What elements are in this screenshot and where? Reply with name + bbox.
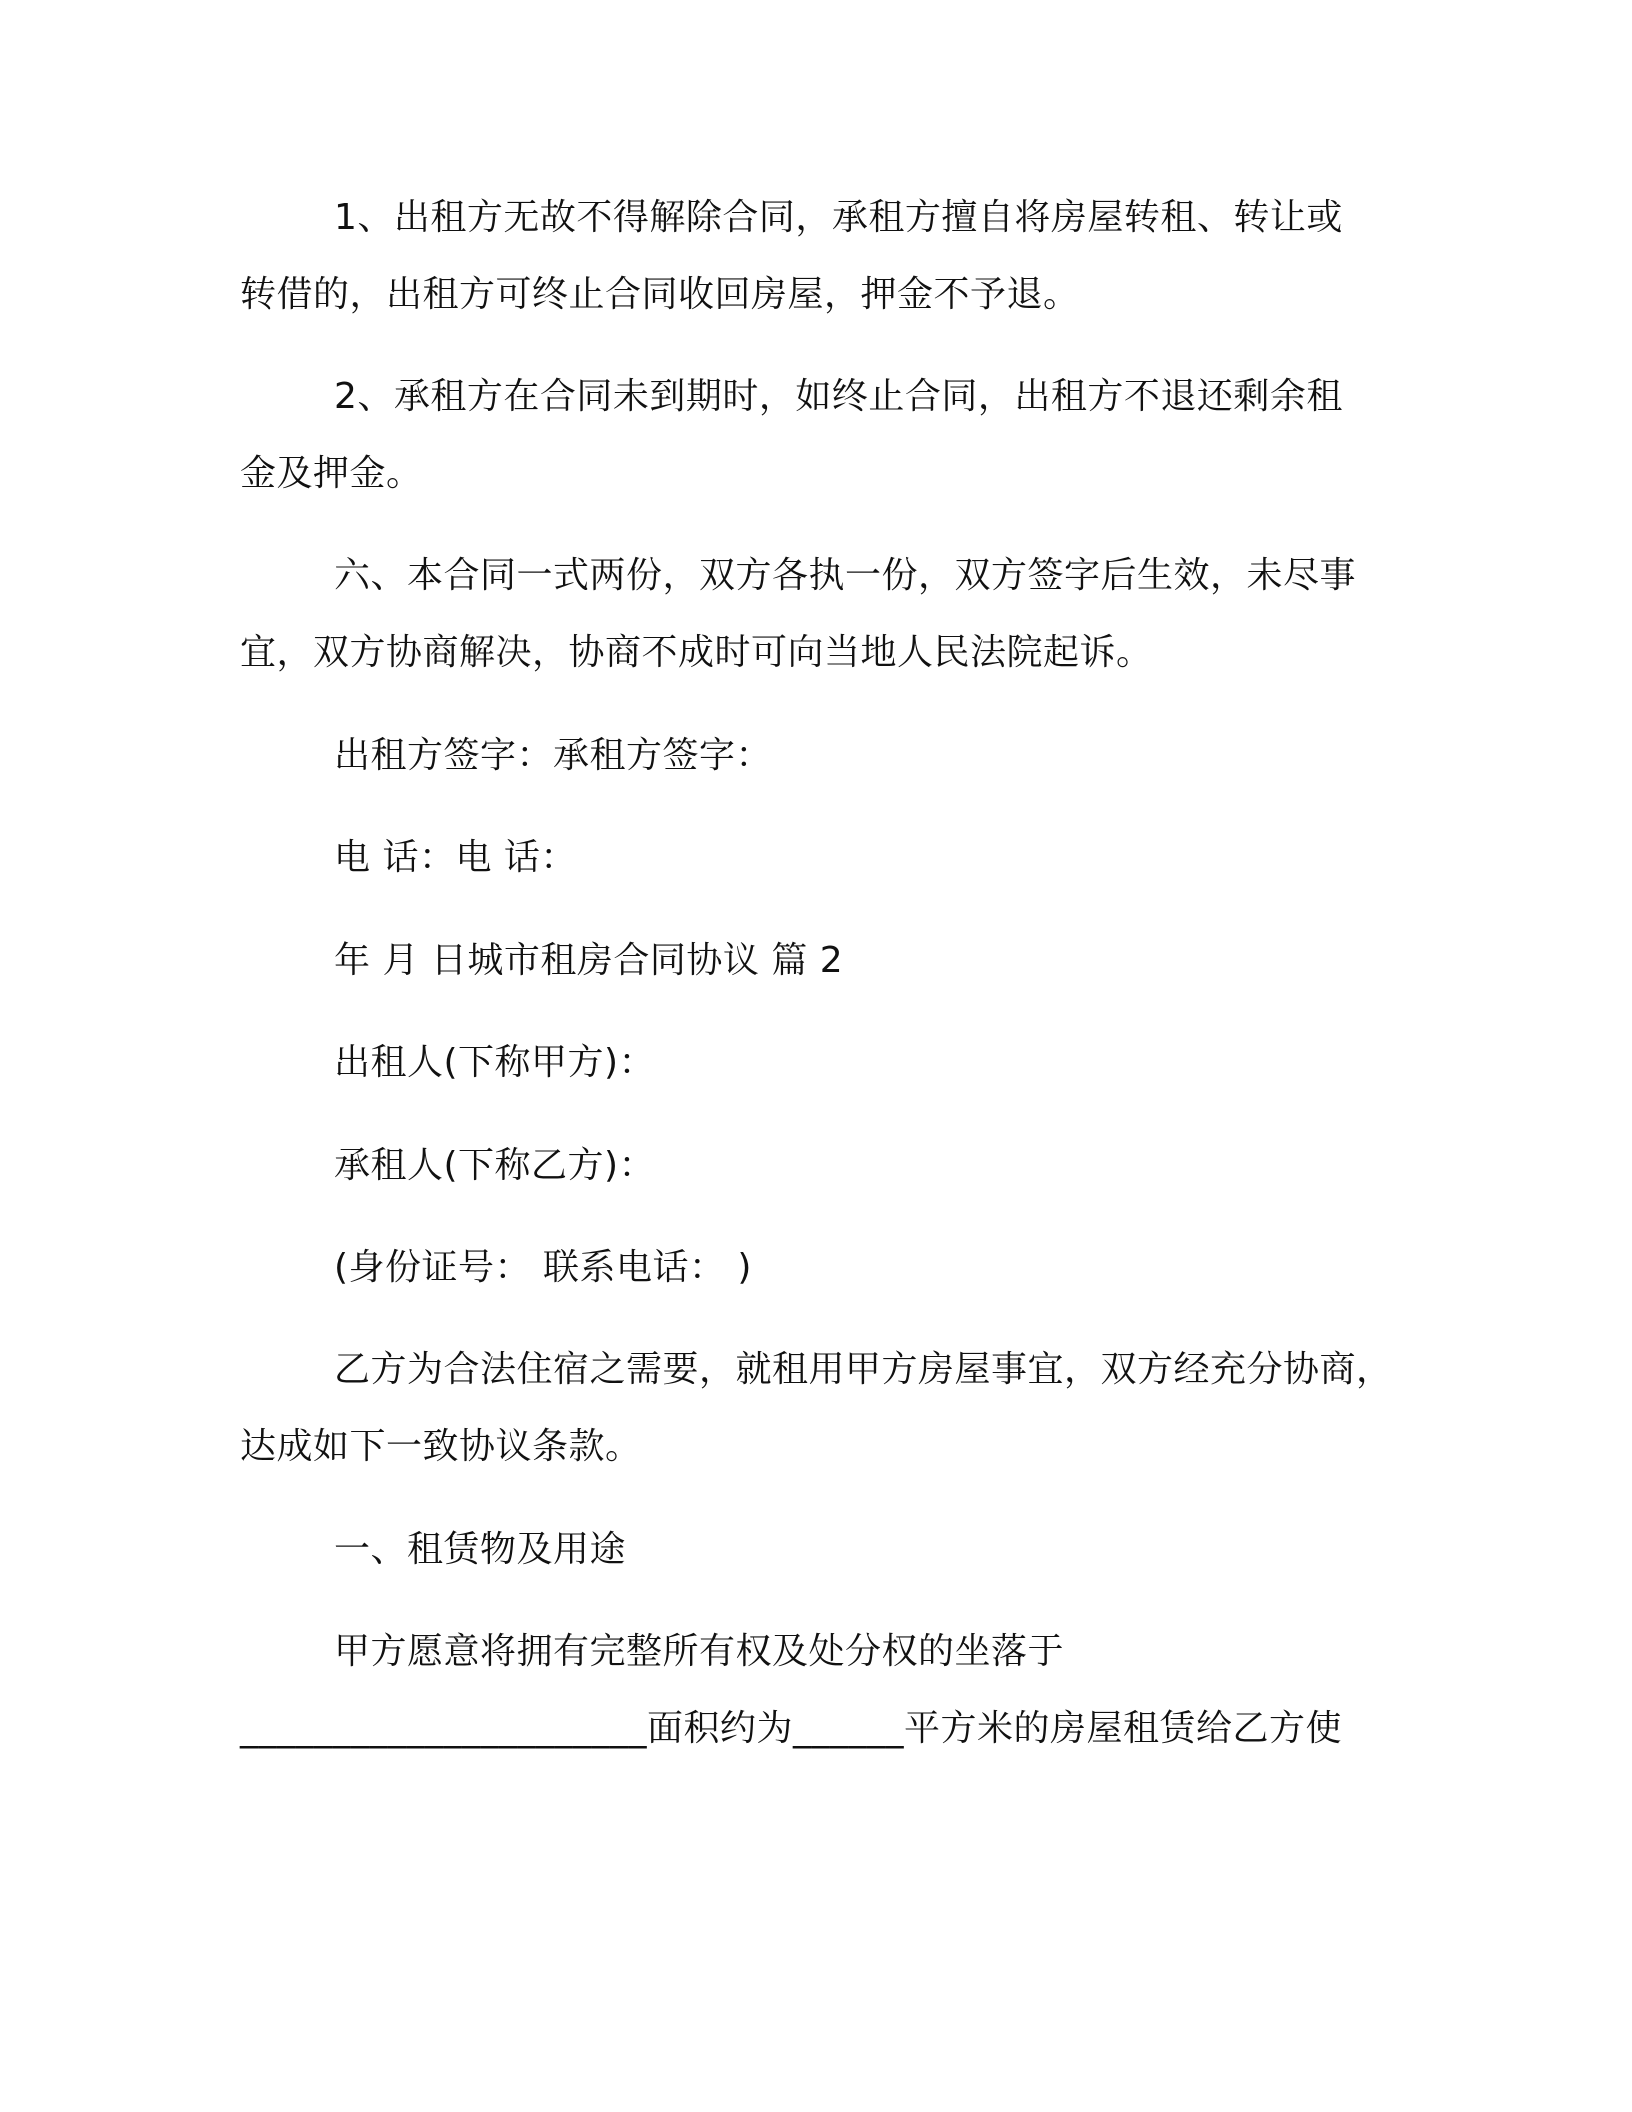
paragraph-line: 1、出租方无故不得解除合同，承租方擅自将房屋转租、转让或 [334, 197, 1343, 238]
id-contact-line: (身份证号： 联系电话： ) [334, 1247, 752, 1288]
paragraph-line: 乙方为合法住宿之需要，就租用甲方房屋事宜，双方经充分协商， [334, 1349, 1393, 1390]
lessor-line: 出租人(下称甲方)： [334, 1042, 656, 1083]
paragraph-line: 转借的，出租方可终止合同收回房屋，押金不予退。 [240, 274, 1080, 315]
paragraph-line: 达成如下一致协议条款。 [240, 1426, 642, 1467]
paragraph-line: 2、承租方在合同未到期时，如终止合同，出租方不退还剩余租 [334, 376, 1343, 417]
lessee-line: 承租人(下称乙方)： [334, 1145, 656, 1186]
clause-heading: 一、租赁物及用途 [334, 1529, 627, 1570]
paragraph-line: ______________________面积约为______平方米的房屋租赁给乙方使 [240, 1708, 1343, 1749]
section-heading: 年 月 日城市租房合同协议 篇 2 [334, 940, 844, 981]
paragraph-line: 甲方愿意将拥有完整所有权及处分权的坐落于 [334, 1631, 1065, 1672]
signature-line: 出租方签字：承租方签字： [334, 735, 773, 776]
paragraph-line: 六、本合同一式两份，双方各执一份，双方签字后生效，未尽事 [334, 555, 1357, 596]
paragraph-line: 金及押金。 [240, 453, 423, 494]
paragraph-line: 宜，双方协商解决，协商不成时可向当地人民法院起诉。 [240, 632, 1153, 673]
phone-line: 电 话：电 话： [334, 837, 577, 878]
